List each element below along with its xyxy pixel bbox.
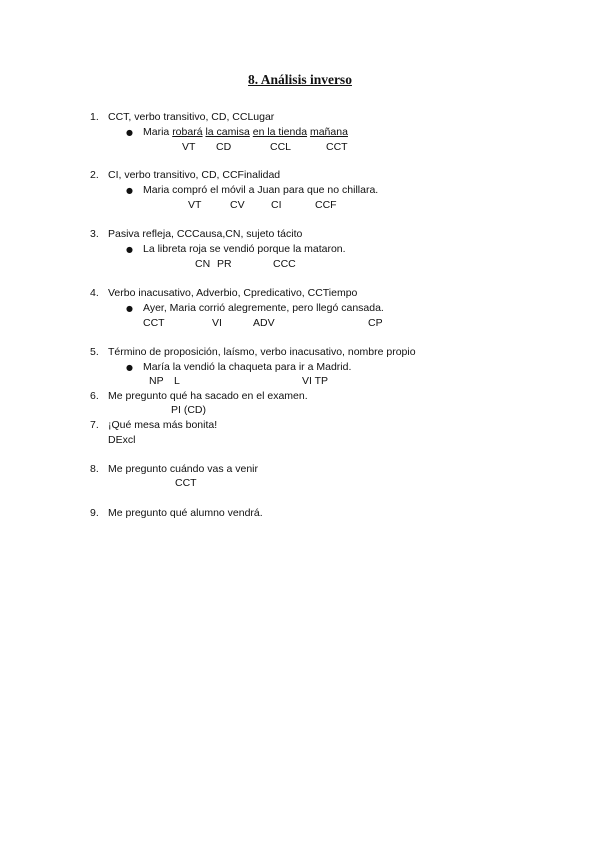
syntax-label: VI [212,317,222,329]
item-heading: CCT, verbo transitivo, CD, CCLugar [108,111,275,123]
item-heading: CI, verbo transitivo, CD, CCFinalidad [108,169,281,181]
syntax-label: CV [230,199,245,211]
syntax-label: VT [188,199,202,211]
page-title: 8. Análisis inverso [248,72,352,87]
bullet-icon: ● [126,186,133,195]
syntax-label: CCT [175,477,197,489]
item-number: 5. [90,346,99,358]
item-heading: Término de proposición, laísmo, verbo inacusativo, nombre propio [108,346,416,358]
syntax-label: VI TP [302,375,329,387]
syntax-label: L [174,375,180,387]
syntax-label: DExcl [108,434,136,446]
syntax-label: NP [149,375,164,387]
bullet-icon: ● [126,128,133,137]
bullet-icon: ● [126,363,133,372]
example-sentence: La libreta roja se vendió porque la mataron. [143,243,346,255]
syntax-label: CD [216,141,232,153]
syntax-label: PI (CD) [171,404,206,416]
syntax-label: CN [195,258,211,270]
syntax-label: PR [217,258,232,270]
item-number: 1. [90,111,99,123]
item-heading: Verbo inacusativo, Adverbio, Cpredicativo, CCTiempo [108,287,358,299]
item-number: 4. [90,287,99,299]
syntax-label: CP [368,317,383,329]
syntax-label: CCT [326,141,348,153]
item-number: 2. [90,169,99,181]
syntax-label: CCT [143,317,165,329]
syntax-label: VT [182,141,196,153]
example-sentence: Maria compró el móvil a Juan para que no chillara. [143,184,379,196]
item-number: 9. [90,507,99,519]
item-heading: Me pregunto qué alumno vendrá. [108,507,263,519]
item-number: 8. [90,463,99,475]
item-heading: Pasiva refleja, CCCausa,CN, sujeto tácito [108,228,303,240]
example-sentence: Maria robará la camisa en la tienda mañana [143,126,348,138]
syntax-label: CCF [315,199,337,211]
item-heading: ¡Qué mesa más bonita! [108,419,218,431]
bullet-icon: ● [126,245,133,254]
item-heading: Me pregunto qué ha sacado en el examen. [108,390,308,402]
item-number: 7. [90,419,99,431]
example-sentence: Ayer, Maria corrió alegremente, pero llegó cansada. [143,302,384,314]
item-number: 6. [90,390,99,402]
bullet-icon: ● [126,304,133,313]
syntax-label: CCC [273,258,296,270]
syntax-label: CCL [270,141,292,153]
syntax-label: ADV [253,317,275,329]
syntax-label: CI [271,199,282,211]
item-number: 3. [90,228,99,240]
example-sentence: María la vendió la chaqueta para ir a Madrid. [143,361,352,373]
item-heading: Me pregunto cuándo vas a venir [108,463,259,475]
